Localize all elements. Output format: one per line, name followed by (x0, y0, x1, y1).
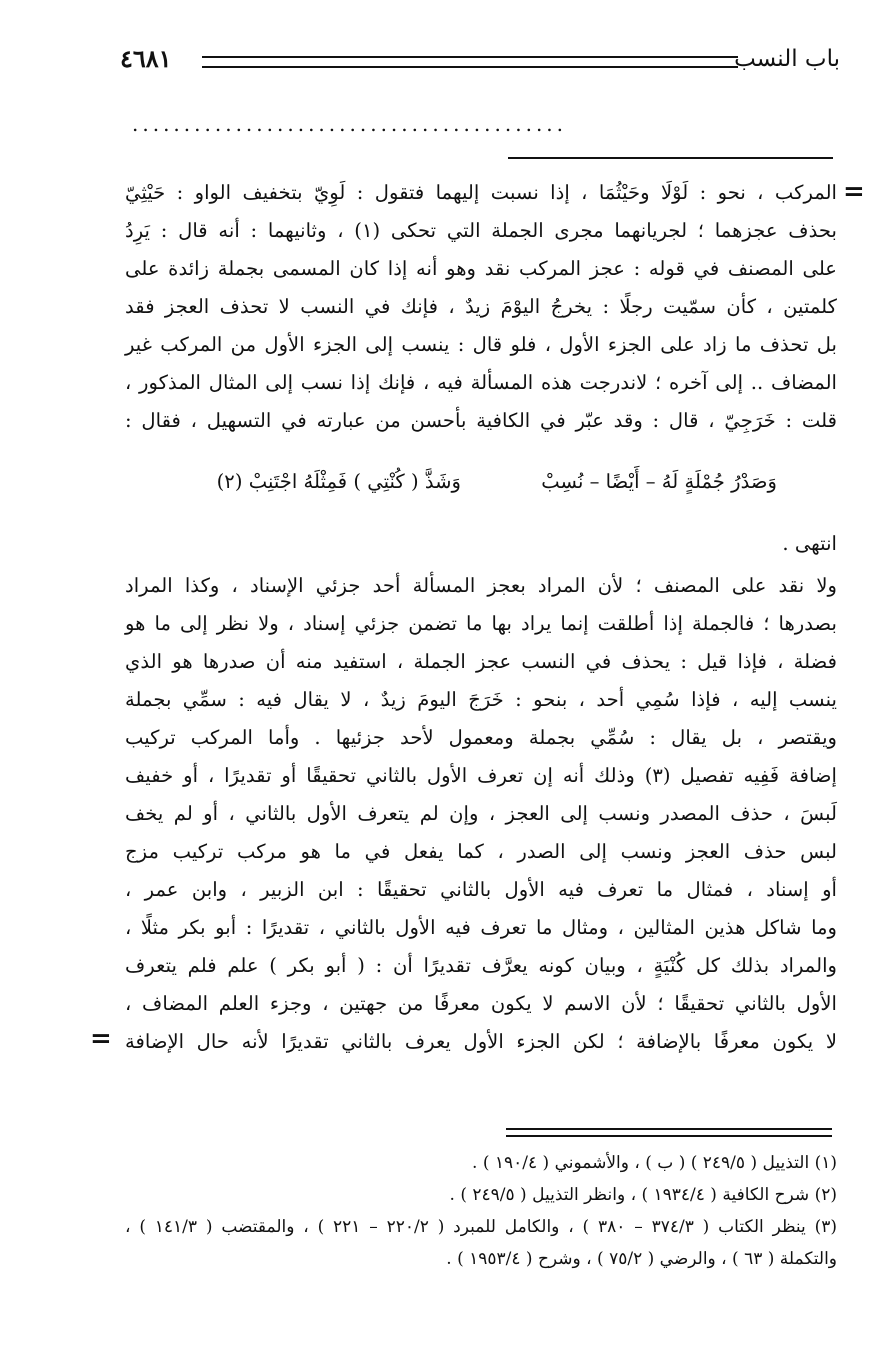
verse-first-hemistich: وَصَدْرُ جُمْلَةٍ لَهُ – أَيْضًا – نُسِبْ (541, 470, 777, 493)
text-line: كلمتين ، كأن سمّيت رجلًا : يخرجُ اليوْمَ زيدٌ ، فإنك في النسب لا تحذف العجز فقد (125, 295, 837, 318)
continuation-equals-end: = (90, 1024, 112, 1054)
text-line: إضافة فَفِيه تفصيل (٣) وذلك أنه إن تعرف الأول بالثاني تحقيقًا أو تقديرًا ، أو خفيف (125, 764, 837, 787)
text-line: لا يكون معرفًا بالإضافة ؛ لكن الجزء الأول يعرف بالثاني تقديرًا لأنه حال الإضافة (125, 1030, 837, 1053)
footnote: (١) التذييل ( ٢٤٩/٥ ) ( ب ) ، والأشموني ( ١٩٠/٤ ) . (472, 1153, 837, 1173)
text-line: ولا نقد على المصنف ؛ لأن المراد بعجز المسألة أحد جزئي الإسناد ، وكذا المراد (125, 574, 837, 597)
closing-line: انتهى . (782, 532, 837, 555)
text-line: والمراد بذلك كل كُنْيَةٍ ، وبيان كونه يعرَّف تقديرًا أن : ( أبو بكر ) علم فلم يتعرف (125, 954, 837, 977)
text-line: قلت : خَرَجِيّ ، قال : وقد عبّر في الكافية بأحسن من عبارته في التسهيل ، فقال : (125, 409, 837, 432)
text-line: وما شاكل هذين المثالين ، ومثال ما تعرف فيه الأول بالثاني ، تقديرًا : أبو بكر مثلًا ، (125, 916, 837, 939)
verse-second-hemistich: وَشَذَّ ( كُنْتِي ) فَمِثْلَهُ اجْتَنِبْ (٢) (216, 470, 461, 493)
footnote-separator (506, 1128, 832, 1137)
page-number: ٤٦٨١ (120, 44, 172, 73)
continuation-rule (508, 157, 833, 159)
text-line: الأول بالثاني تحقيقًا ؛ لأن الاسم لا يكون معرفًا من جهتين ، وجزء العلم المضاف ، (125, 992, 837, 1015)
text-line: أو إسناد ، فمثال ما تعرف فيه الأول بالثاني تحقيقًا : ابن الزبير ، وابن عمر ، (125, 878, 837, 901)
footnote: (٣) ينظر الكتاب ( ٣٧٤/٣ – ٣٨٠ ) ، والكامل للمبرد ( ٢٢٠/٢ – ٢٢١ ) ، والمقتضب ( ١٤١/٣ ) ، (125, 1217, 837, 1237)
text-line: فضلة ، فإذا قيل : يحذف في النسب عجز الجملة ، استفيد منه أن صدرها هو الذي (125, 650, 837, 673)
text-line (125, 175, 837, 211)
chapter-title: باب النسب (734, 46, 840, 72)
text-line: بصدرها ؛ فالجملة إذا أطلقت إنما يراد بها ما تضمن جزئي إسناد ، ولا نظر إلى ما هو (125, 612, 837, 635)
continuation-dots: .......................................... (132, 112, 568, 136)
footnote: (٢) شرح الكافية ( ١٩٣٤/٤ ) ، وانظر التذييل ( ٢٤٩/٥ ) . (449, 1185, 837, 1205)
text-line: المضاف .. إلى آخره ؛ لاندرجت هذه المسألة فيه ، فإنك إذا نسب إلى المثال المذكور ، (125, 371, 837, 394)
text-line-content: المركب ، نحو : لَوْلَا وحَيْثُمَا ، إذا نسبت إليهما فتقول : لَوِيّ بتخفيف الواو : حَيْثِيّ (125, 181, 837, 204)
text-line: ينسب إليه ، فإذا سُمِي أحد ، بنحو : خَرَجَ اليومَ زيدٌ ، لا يقال فيه : سمِّي بجملة (125, 688, 837, 711)
page-header (120, 42, 840, 82)
text-line: ويقتصر ، بل يقال : سُمِّي بجملة ومعمول لأحد جزئيها . وأما المركب تركيب (125, 726, 837, 749)
text-line: على المصنف في قوله : عجز المركب نقد وهو أنه إذا كان المسمى بجملة زائدة على (125, 257, 837, 280)
text-line: لبس حذف العجز ونسب إلى الصدر ، كما يفعل في ما هو مركب تركيب مزج (125, 840, 837, 863)
header-rule (202, 56, 738, 68)
continuation-equals-start: = (843, 177, 865, 207)
footnote: والتكملة ( ٦٣ ) ، والرضي ( ٧٥/٢ ) ، وشرح ( ١٩٥٣/٤ ) . (446, 1249, 837, 1269)
text-line: بحذف عجزهما ؛ لجريانهما مجرى الجملة التي تحكى (١) ، وثانيهما : أنه قال : يَرِدُ (125, 219, 837, 242)
text-line: بل تحذف ما زاد على الجزء الأول ، فلو قال : ينسب إلى الجزء الأول من المركب غير (125, 333, 837, 356)
text-line: لَبسَ ، حذف المصدر ونسب إلى العجز ، وإن لم يتعرف الأول بالثاني ، أو لم يخف (125, 802, 837, 825)
